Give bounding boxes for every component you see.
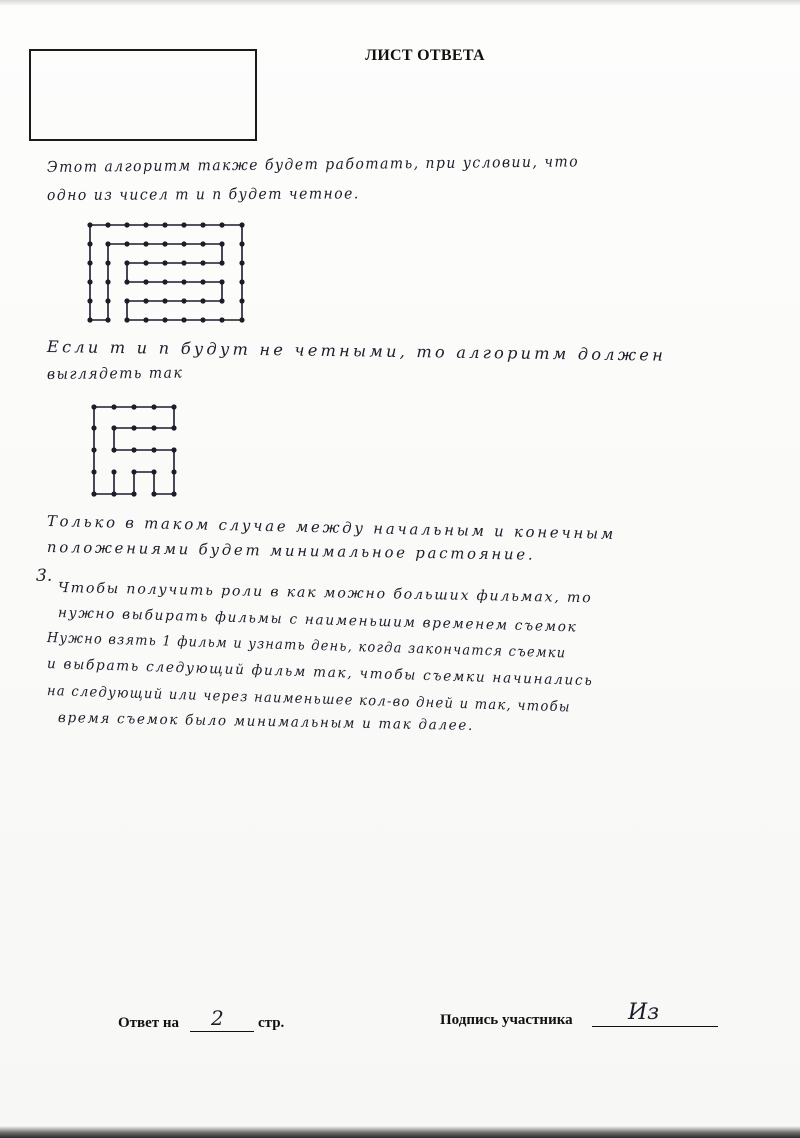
grid-node: [171, 404, 176, 409]
grid-node: [91, 404, 96, 409]
handwritten-line: Если m и n будут не четными, то алгоритм должен: [46, 337, 667, 365]
signature-label: Подпись участника: [440, 1012, 573, 1028]
question-number: 3.: [36, 566, 53, 586]
grid-node: [131, 491, 136, 496]
grid-node: [171, 425, 176, 430]
handwritten-line: Чтобы получить роли в как можно больших фильмах, то: [57, 580, 593, 607]
grid-node: [131, 469, 136, 474]
grid-node: [171, 447, 176, 452]
grid-node: [91, 425, 96, 430]
signature-line: [592, 1026, 718, 1027]
handwritten-line: Только в таком случае между начальным и конечным: [46, 512, 617, 543]
grid-node: [151, 447, 156, 452]
grid-node: [91, 491, 96, 496]
handwritten-line: и выбрать следующий фильм так, чтобы съемки начинались: [46, 656, 594, 690]
grid-node: [111, 469, 116, 474]
answer-page-label: Ответ на: [118, 1015, 180, 1031]
grid-node: [171, 469, 176, 474]
grid-node: [111, 447, 116, 452]
handwritten-line: время съемок было минимальным и так далее.: [57, 710, 475, 734]
grid-node: [91, 447, 96, 452]
handwritten-line: Нужно взять 1 фильм и узнать день, когда закончатся съемки: [46, 630, 567, 662]
grid-node: [131, 404, 136, 409]
handwritten-line: выглядеть так: [46, 363, 184, 383]
grid-node: [151, 425, 156, 430]
scan-edge-bottom: [0, 1126, 800, 1138]
handwritten-line: положениями будет минимальное растояние.: [46, 538, 536, 564]
grid-node: [131, 447, 136, 452]
grid-node: [131, 425, 136, 430]
handwritten-line: нужно выбирать фильмы с наименьшим временем съемок: [57, 605, 578, 636]
handwritten-line: Этот алгоритм также будет работать, при условии, что: [46, 152, 580, 176]
handwritten-line: на следующий или через наименьшее кол-во дней и так, чтобы: [46, 683, 571, 716]
grid-node: [91, 469, 96, 474]
grid-node: [151, 491, 156, 496]
signature-mark: Из: [628, 1000, 660, 1025]
sheet-title: ЛИСТ ОТВЕТА: [365, 47, 485, 64]
grid-node: [111, 491, 116, 496]
grid-node: [151, 404, 156, 409]
handwritten-line: одно из чисел m и n будет четное.: [46, 184, 360, 204]
grid-node: [111, 404, 116, 409]
answer-page-suffix: стр.: [258, 1015, 285, 1031]
answer-page-value: 2: [211, 1006, 224, 1030]
grid-node: [171, 491, 176, 496]
grid-node: [111, 425, 116, 430]
grid-node: [151, 469, 156, 474]
answer-page-line: [190, 1031, 254, 1032]
